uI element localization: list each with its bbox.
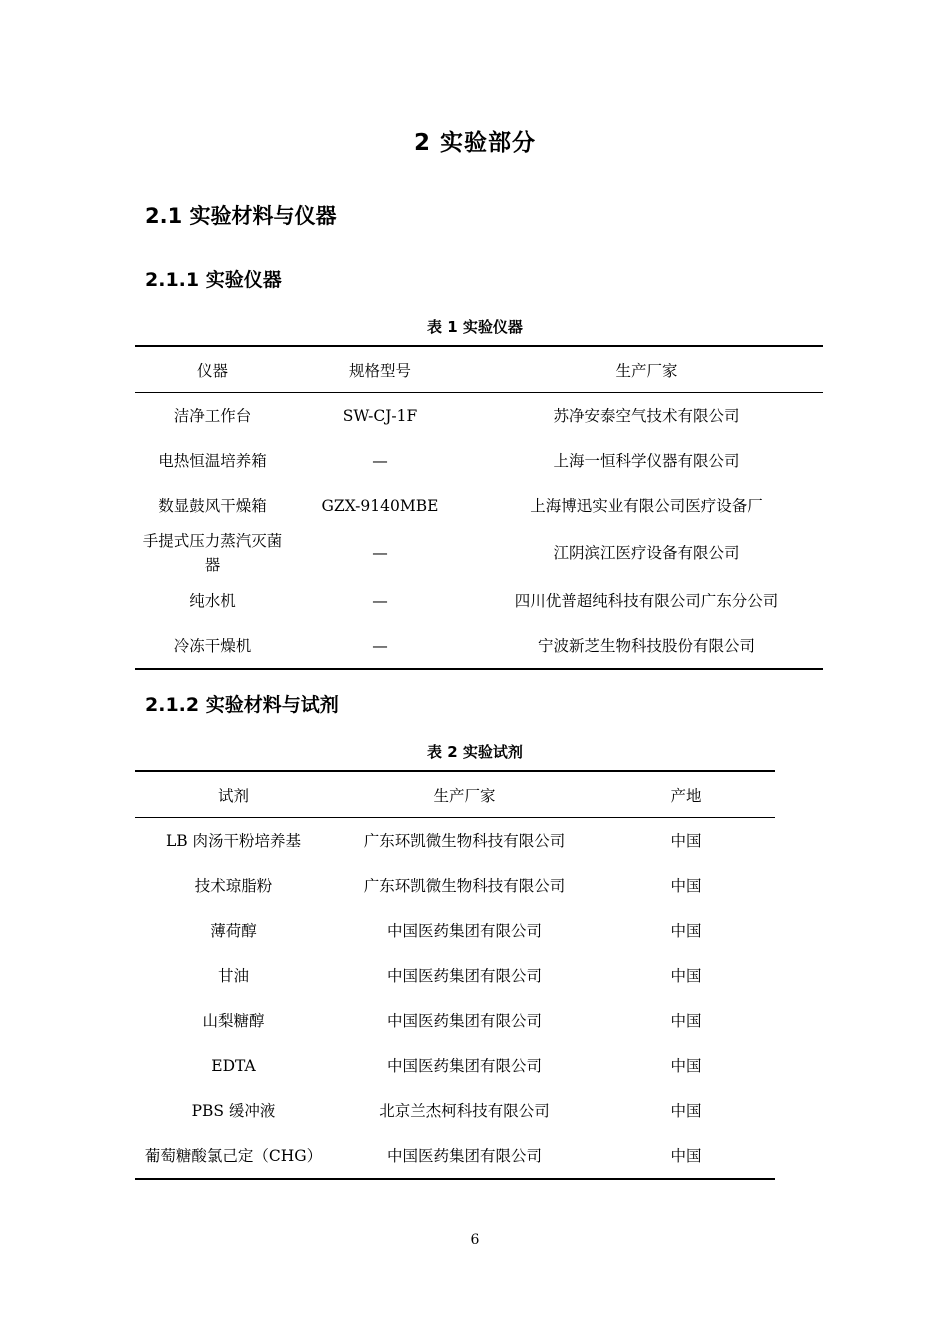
table-cell: PBS 缓冲液 xyxy=(191,1101,276,1120)
table-cell: — xyxy=(372,591,388,610)
column-header: 产地 xyxy=(670,786,702,805)
table-cell: 数显鼓风干燥箱 xyxy=(158,496,267,515)
table-cell: LB 肉汤干粉培养基 xyxy=(165,831,302,850)
table-row xyxy=(135,818,775,864)
column-header: 生产厂家 xyxy=(433,786,496,805)
table1-caption: 表 1 实验仪器 xyxy=(427,318,523,336)
column-header: 规格型号 xyxy=(348,361,411,380)
table-cell: 山梨糖醇 xyxy=(202,1011,265,1030)
table-row xyxy=(135,908,775,953)
table-cell: 中国 xyxy=(670,876,702,895)
table-cell: 中国 xyxy=(670,1146,702,1165)
table-cell: GZX-9140MBE xyxy=(321,496,439,515)
table-cell: 中国医药集团有限公司 xyxy=(386,921,542,940)
table-row xyxy=(135,998,775,1043)
table-row xyxy=(135,578,823,623)
subsection-heading-2-1-2: 2.1.2 实验材料与试剂 xyxy=(145,694,339,716)
table-row xyxy=(135,1088,775,1133)
table-cell: 冷冻干燥机 xyxy=(173,636,252,655)
table-cell: 甘油 xyxy=(217,966,249,985)
table-cell: 电热恒温培养箱 xyxy=(158,451,267,470)
table-cell: 中国医药集团有限公司 xyxy=(386,966,542,985)
table-cell: 中国医药集团有限公司 xyxy=(386,1146,542,1165)
table-row xyxy=(135,483,823,528)
table2-caption: 表 2 实验试剂 xyxy=(427,743,523,761)
table-cell: 中国医药集团有限公司 xyxy=(386,1056,542,1075)
table-row xyxy=(135,393,823,439)
table-header-row xyxy=(135,346,823,393)
table-cell: 上海博迅实业有限公司医疗设备厂 xyxy=(530,496,763,515)
table-cell: 中国 xyxy=(670,831,702,850)
table-cell: 宁波新芝生物科技股份有限公司 xyxy=(537,636,755,655)
table-cell: 北京兰杰柯科技有限公司 xyxy=(379,1101,550,1120)
table-header-row xyxy=(135,771,775,818)
table-cell: 四川优普超纯科技有限公司广东分公司 xyxy=(514,591,779,610)
table-cell: 中国医药集团有限公司 xyxy=(386,1011,542,1030)
subsection-heading-2-1-1: 2.1.1 实验仪器 xyxy=(145,269,282,291)
table-cell: 薄荷醇 xyxy=(210,921,257,940)
table-cell: — xyxy=(372,636,388,655)
table-cell: 广东环凯微生物科技有限公司 xyxy=(363,831,566,850)
table-row xyxy=(135,1043,775,1088)
table-row xyxy=(135,1133,775,1179)
table-row xyxy=(135,953,775,998)
table-row xyxy=(135,528,823,578)
table-cell: 手提式压力蒸汽灭菌器 xyxy=(142,532,283,574)
reagents-table xyxy=(135,770,775,1180)
table-row xyxy=(135,438,823,483)
table-cell: 中国 xyxy=(670,921,702,940)
table-cell: 江阴滨江医疗设备有限公司 xyxy=(553,544,740,562)
table-cell: SW-CJ-1F xyxy=(342,406,418,425)
column-header: 试剂 xyxy=(217,786,249,805)
instruments-table xyxy=(135,345,823,670)
table-cell: — xyxy=(372,451,388,470)
column-header: 仪器 xyxy=(196,361,228,380)
chapter-title: 2 实验部分 xyxy=(413,130,536,156)
table-cell: 苏净安泰空气技术有限公司 xyxy=(553,406,740,425)
table-cell: 中国 xyxy=(670,966,702,985)
table-row xyxy=(135,863,775,908)
table-cell: 纯水机 xyxy=(189,591,236,610)
table-cell: 葡萄糖酸氯己定（CHG） xyxy=(144,1146,323,1165)
table-cell: 洁净工作台 xyxy=(173,406,252,425)
table-cell: EDTA xyxy=(211,1056,256,1075)
section-heading-2-1: 2.1 实验材料与仪器 xyxy=(145,204,337,228)
table-cell: 中国 xyxy=(670,1011,702,1030)
table-cell: 技术琼脂粉 xyxy=(194,876,273,895)
table-cell: 中国 xyxy=(670,1056,702,1075)
column-header: 生产厂家 xyxy=(615,361,678,380)
table-cell: 中国 xyxy=(670,1101,702,1120)
table-cell: — xyxy=(372,544,388,562)
table-row xyxy=(135,623,823,669)
table-cell: 上海一恒科学仪器有限公司 xyxy=(553,451,740,470)
page-number: 6 xyxy=(470,1232,480,1248)
table-cell: 广东环凯微生物科技有限公司 xyxy=(363,876,566,895)
